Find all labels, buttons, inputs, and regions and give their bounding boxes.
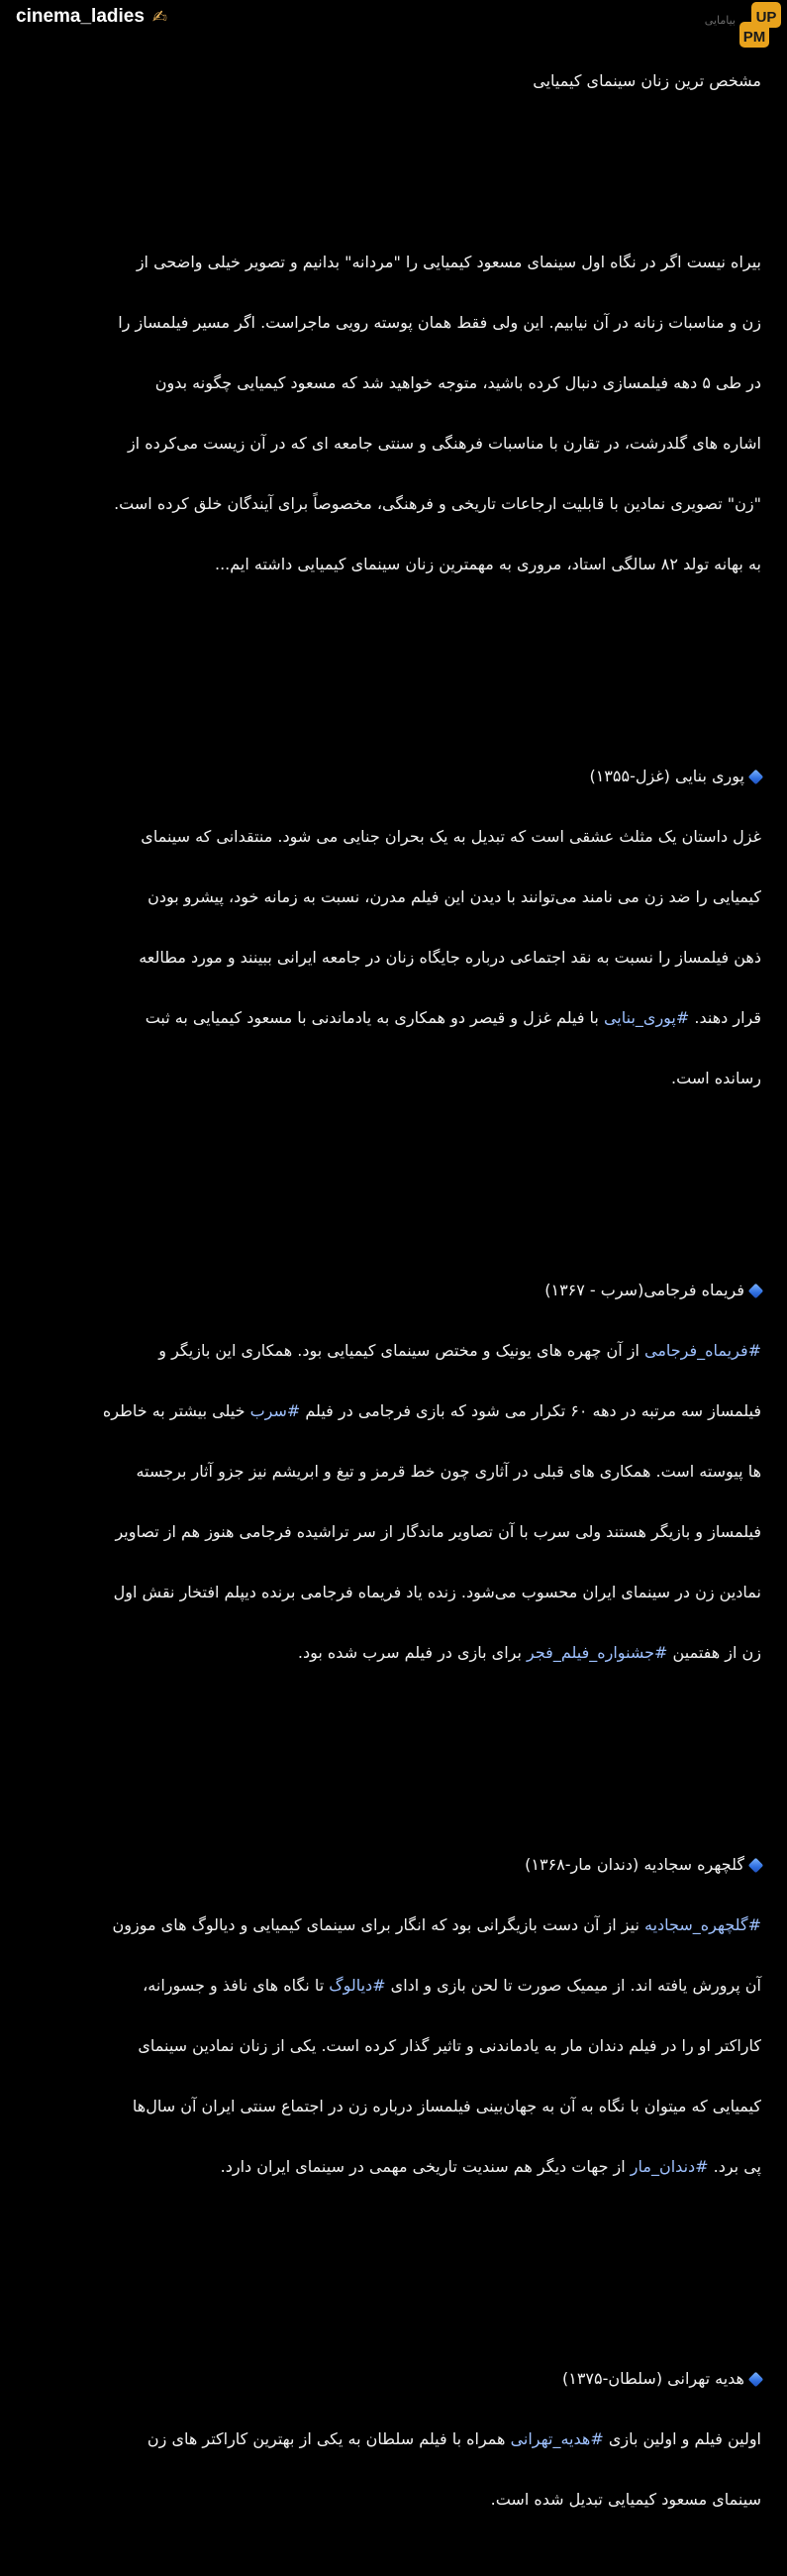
section-line: زن از هفتمین #جشنواره_فیلم_فجر برای بازی در فیلم سرب شده بود.: [297, 1643, 761, 1662]
section-line: ها پیوسته است. همکاری های قبلی در آثاری چون خط قرمز و تیغ و ابریشم نیز جزو آثار برجسته: [136, 1462, 761, 1481]
hashtag-link[interactable]: #پوری_بنایی: [603, 1008, 690, 1027]
section-line: آن پرورش یافته اند. از میمیک صورت تا لحن بازی و ادای #دیالوگ تا نگاه های نافذ و جسورانه،: [143, 1976, 761, 1995]
blue-diamond-icon: [748, 1857, 764, 1873]
blue-diamond-icon: [748, 1283, 764, 1298]
section-line: فیلمساز سه مرتبه در دهه ۶۰ تکرار می شود که بازی فرجامی در فیلم #سرب خیلی بیشتر به خاطره: [102, 1401, 761, 1420]
intro-line: در طی ۵ دهه فیلمسازی دنبال کرده باشید، متوجه خواهید شد که مسعود کیمیایی چگونه بدون: [154, 373, 761, 392]
post-caption: [18, 36, 761, 2576]
section-line: کیمیایی را ضد زن می نامند می‌توانند با دیدن این فیلم مدرن، نسبت به زمانه خود، پیشرو بودن: [148, 887, 761, 906]
intro-line: "زن" تصویری نمادین با قابلیت ارجاعات تاریخی و فرهنگی، مخصوصاً برای آیندگان خلق کرده است.: [114, 494, 761, 513]
writing-hand-icon: ✍: [151, 6, 168, 28]
section-heading-text: فریماه فرجامی(سرب - ۱۳۶۷): [544, 1281, 744, 1299]
hashtag-link[interactable]: #جشنواره_فیلم_فجر: [527, 1643, 668, 1662]
hashtag-link[interactable]: #دیالوگ: [329, 1976, 386, 1995]
hashtag-link[interactable]: #هدیه_تهرانی: [510, 2429, 604, 2448]
section-line: کاراکتر او را در فیلم دندان مار به یادماندنی و تاثیر گذار کرده است. یکی از زنان نمادین سینمای: [138, 2036, 761, 2055]
section-farimah-farjami: [18, 1246, 761, 1700]
section-heading: [18, 2364, 761, 2395]
logo-m-text: PM: [742, 29, 766, 46]
section-line: سینمای مسعود کیمیایی تبدیل شده است.: [490, 2490, 761, 2509]
section-hedieh-tehrani: [18, 2334, 761, 2546]
section-heading: [18, 1850, 761, 1881]
section-line: غزل داستان یک مثلث عشقی است که تبدیل به یک بحران جنایی می شود. منتقدانی که سینمای: [141, 827, 761, 846]
blue-diamond-icon: [748, 769, 764, 784]
intro-line: به بهانه تولد ۸۲ سالگی استاد، مروری به مهمترین زنان سینمای کیمیایی داشته ایم...: [214, 555, 761, 573]
section-heading: [18, 762, 761, 792]
intro-line: زن و مناسبات زنانه در آن نیابیم. این ولی فقط همان پوسته رویی ماجراست. اگر مسیر فیلمساز را: [118, 313, 761, 332]
intro-line: اشاره های گلدرشت، در تقارن با مناسبات فرهنگی و سنتی جامعه ای که در آن زیست می‌کرده از: [127, 434, 761, 453]
section-heading-text: گلچهره سجادیه (دندان مار-۱۳۶۸): [525, 1855, 744, 1874]
intro-line: بیراه نیست اگر در نگاه اول سینمای مسعود کیمیایی را "مردانه" بدانیم و تصویر خیلی واضحی از: [136, 253, 761, 271]
section-line: #گلچهره_سجادیه نیز از آن دست بازیگرانی بود که انگار برای سینمای کیمیایی و دیالوگ های موزون: [112, 1915, 761, 1934]
intro-paragraph: [18, 218, 761, 611]
section-line: قرار دهند. #پوری_بنایی با فیلم غزل و قیصر دو همکاری به یادماندنی با مسعود کیمیایی به ثبت: [145, 1008, 761, 1027]
section-line: #فریماه_فرجامی از آن چهره های یونیک و مختص سینمای کیمیایی بود. همکاری این بازیگر و: [158, 1341, 761, 1360]
section-line: نمادین زن در سینمای ایران محسوب می‌شود. زنده یاد فریماه فرجامی برنده دیپلم افتخار نقش اول: [113, 1583, 761, 1601]
section-line: کیمیایی که میتوان با نگاه به آن به جهان‌بینی فیلمساز درباره زن در اجتماع سنتی ایران آن سال‌ها: [132, 2097, 761, 2115]
section-line: رسانده است.: [671, 1069, 761, 1087]
section-line: اولین فیلم و اولین بازی #هدیه_تهرانی همراه با فیلم سلطان به یکی از بهترین کاراکتر های زن: [147, 2429, 761, 2448]
section-puri-banayi: [18, 732, 761, 1125]
blue-diamond-icon: [748, 2371, 764, 2387]
hashtag-link[interactable]: #فریماه_فرجامی: [644, 1341, 761, 1360]
post-title: مشخص ترین زنان سینمای کیمیایی: [533, 70, 761, 90]
hashtag-link[interactable]: #سرب: [249, 1401, 301, 1420]
section-golchehreh-sajadieh: [18, 1820, 761, 2214]
section-line: فیلمساز و بازیگر هستند ولی سرب با آن تصاویر ماندگار از سر تراشیده فرجامی هنوز هم از تصاویر: [115, 1522, 761, 1541]
hashtag-link[interactable]: #گلچهره_سجادیه: [644, 1915, 761, 1934]
section-heading: [18, 1276, 761, 1306]
section-line: پی برد. #دندان_مار از جهات دیگر هم سندیت تاریخی مهمی در سینمای ایران دارد.: [220, 2157, 761, 2176]
post-header: [16, 6, 167, 28]
section-heading-text: پوری بنایی (غزل-۱۳۵۵): [589, 767, 744, 785]
watermark: بیامایی: [704, 14, 736, 27]
logo-up-text: UP: [755, 9, 777, 26]
section-line: ذهن فیلمساز را نسبت به نقد اجتماعی درباره جایگاه زنان در جامعه ایرانی ببینند و مورد مطالعه: [139, 948, 761, 967]
username[interactable]: cinema_ladies: [16, 6, 145, 27]
hashtag-link[interactable]: #دندان_مار: [630, 2157, 709, 2176]
section-heading-text: هدیه تهرانی (سلطان-۱۳۷۵): [561, 2369, 744, 2388]
